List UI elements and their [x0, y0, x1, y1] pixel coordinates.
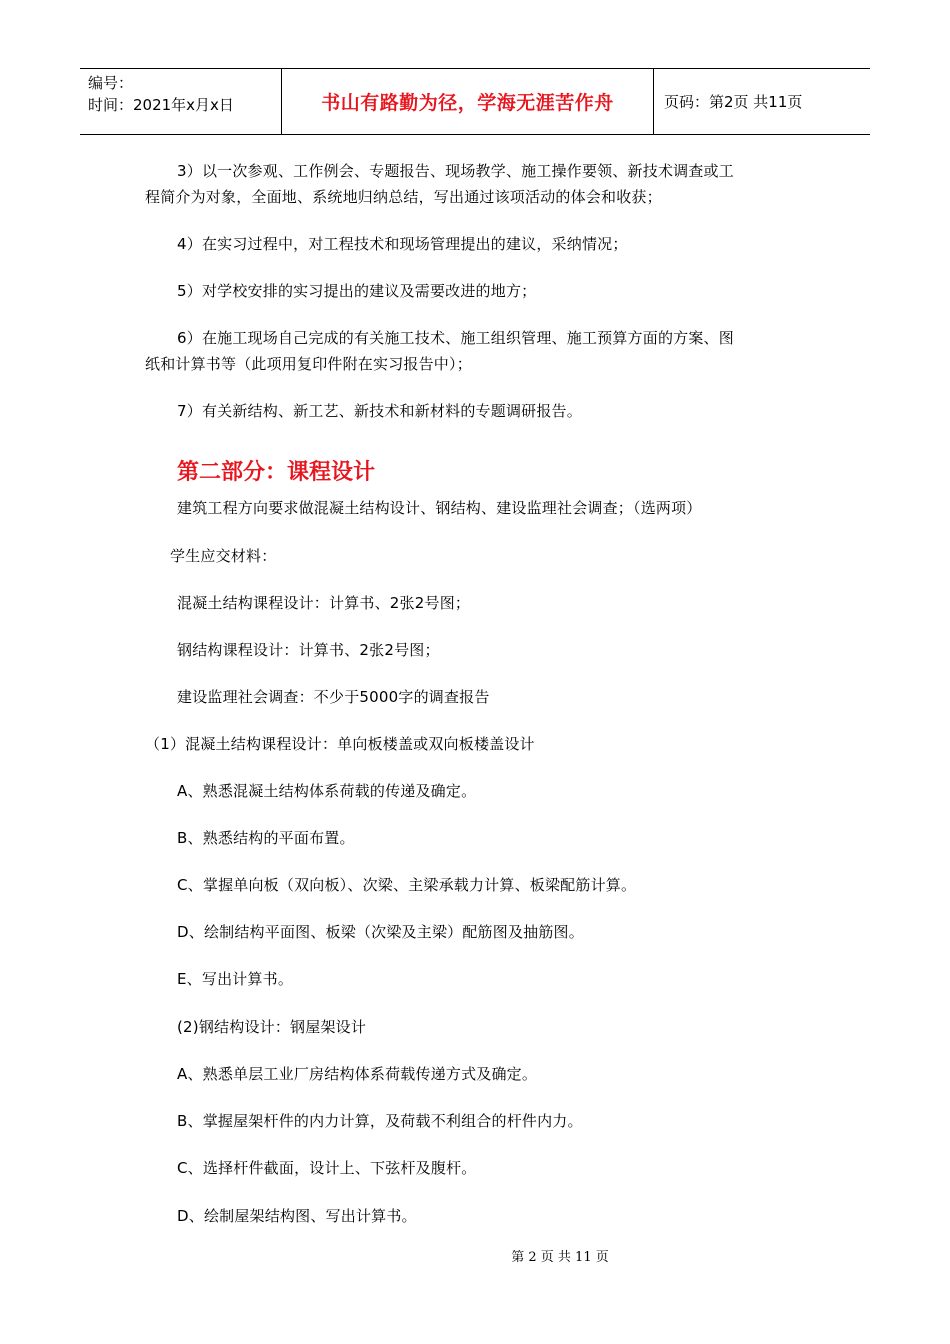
- sub2-item-a: A、熟悉单层工业厂房结构体系荷载传递方式及确定。: [177, 1065, 538, 1083]
- header-meta: [80, 69, 282, 134]
- sub1-item-e: E、写出计算书。: [177, 970, 294, 988]
- header-motto: 书山有路勤为径，学海无涯苦作舟: [282, 69, 654, 134]
- header-page-info: 页码：第2页 共11页: [664, 93, 803, 111]
- sub2-title: (2)钢结构设计：钢屋架设计: [177, 1018, 367, 1036]
- part2-material-1: 混凝土结构课程设计：计算书、2张2号图；: [177, 594, 471, 612]
- sub1-title: （1）混凝土结构课程设计：单向板楼盖或双向板楼盖设计: [145, 735, 535, 753]
- part1-item3-line2: 程简介为对象，全面地、系统地归纳总结，写出通过该项活动的体会和收获；: [145, 188, 662, 206]
- sub1-item-b: B、熟悉结构的平面布置。: [177, 829, 355, 847]
- doc-time-label: 时间：2021年x月x日: [88, 96, 234, 114]
- page-footer: [0, 1246, 950, 1265]
- part1-item5: 5）对学校安排的实习提出的建议及需要改进的地方；: [177, 282, 537, 300]
- footer-page-number: 第 2 页 共 11 页: [511, 1250, 609, 1265]
- part1-item3-line1: 3）以一次参观、工作例会、专题报告、现场教学、施工操作要领、新技术调查或工: [177, 162, 734, 180]
- sub1-item-d: D、绘制结构平面图、板梁（次梁及主梁）配筋图及抽筋图。: [177, 923, 584, 941]
- part1-item4: 4）在实习过程中，对工程技术和现场管理提出的建议，采纳情况；: [177, 235, 628, 253]
- part2-materials-label: 学生应交材料：: [170, 547, 277, 565]
- part2-intro: 建筑工程方向要求做混凝土结构设计、钢结构、建设监理社会调查；（选两项）: [177, 499, 702, 517]
- sub1-item-c: C、掌握单向板（双向板）、次梁、主梁承载力计算、板梁配筋计算。: [177, 876, 637, 894]
- part2-material-2: 钢结构课程设计：计算书、2张2号图；: [177, 641, 440, 659]
- sub2-item-d: D、绘制屋架结构图、写出计算书。: [177, 1207, 417, 1225]
- part1-item6-line1: 6）在施工现场自己完成的有关施工技术、施工组织管理、施工预算方面的方案、图: [177, 329, 734, 347]
- part2-material-3: 建设监理社会调查：不少于5000字的调查报告: [177, 688, 490, 706]
- part2-title: 第二部分：课程设计: [177, 460, 376, 485]
- part1-item6-line2: 纸和计算书等（此项用复印件附在实习报告中）；: [145, 355, 472, 373]
- sub1-item-a: A、熟悉混凝土结构体系荷载的传递及确定。: [177, 782, 477, 800]
- sub2-item-b: B、掌握屋架杆件的内力计算，及荷载不利组合的杆件内力。: [177, 1112, 583, 1130]
- doc-number-label: 编号：: [88, 74, 134, 92]
- page-header: [80, 68, 870, 135]
- sub2-item-c: C、选择杆件截面，设计上、下弦杆及腹杆。: [177, 1159, 477, 1177]
- part1-item7: 7）有关新结构、新工艺、新技术和新材料的专题调研报告。: [177, 402, 582, 420]
